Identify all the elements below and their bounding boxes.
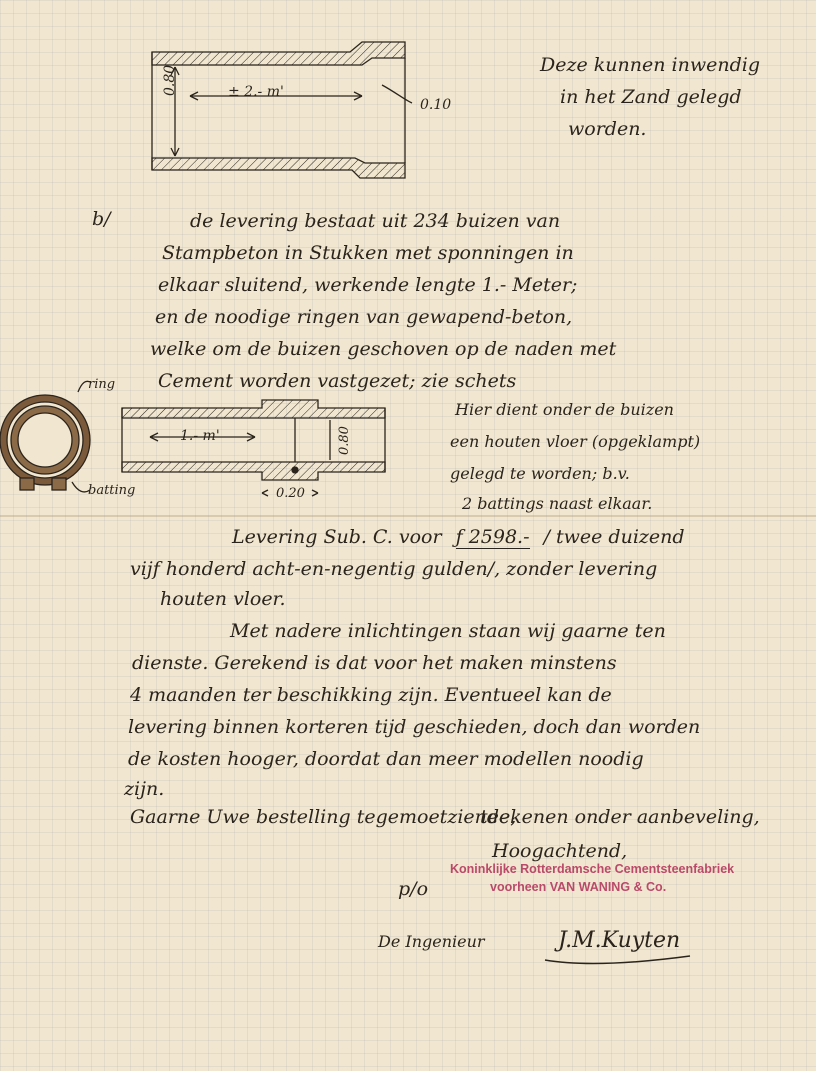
per-procuratie: p/o xyxy=(398,878,429,900)
paragraph-b-line-5: welke om de buizen geschoven op de naden met xyxy=(150,338,617,360)
ring-drawing xyxy=(0,370,420,520)
paragraph-b-line-1: de levering bestaat uit 234 buizen van xyxy=(190,210,561,232)
sign-off-line-2: teekenen onder aanbeveling, xyxy=(480,806,760,828)
closing-line-1: Met nadere inlichtingen staan wij gaarne ten xyxy=(230,620,666,642)
closing-line-6: zijn. xyxy=(124,778,165,800)
paragraph-b-line-6: Cement worden vastgezet; zie schets xyxy=(158,370,517,392)
sign-off-line-3: Hoogachtend, xyxy=(492,840,628,862)
drawing1-length-label: ± 2.- m' xyxy=(228,84,284,100)
ring-label: ring xyxy=(88,377,116,392)
sign-off-line-1: Gaarne Uwe bestelling tegemoetziende, xyxy=(130,806,517,828)
price-line-2: vijf honderd acht-en-negentig gulden/, zonder levering xyxy=(130,558,658,580)
price-amount: ƒ 2598.- xyxy=(455,526,530,548)
note-top-line-1: Deze kunnen inwendig xyxy=(540,54,760,76)
price-prefix: Levering Sub. C. voor xyxy=(232,526,442,548)
drawing2-length-label: 1.- m' xyxy=(180,428,220,444)
note-side-line-4: 2 battings naast elkaar. xyxy=(462,494,653,513)
closing-line-3: 4 maanden ter beschikking zijn. Eventueel kan de xyxy=(130,684,612,706)
price-line-3: houten vloer. xyxy=(160,588,286,610)
company-stamp-line-2: voorheen VAN WANING & Co. xyxy=(490,880,667,894)
paragraph-b-line-3: elkaar sluitend, werkende lengte 1.- Meter; xyxy=(158,274,578,296)
price-line-1 xyxy=(232,528,685,547)
closing-line-5: de kosten hooger, doordat dan meer modellen noodig xyxy=(128,748,644,770)
closing-line-4: levering binnen korteren tijd geschieden, doch dan worden xyxy=(128,716,701,738)
note-top-line-2: in het Zand gelegd xyxy=(560,86,742,108)
signature: J.M.Kuyten xyxy=(558,928,681,953)
drawing2-gap-label: 0.20 xyxy=(276,486,305,501)
note-side-line-3: gelegd te worden; b.v. xyxy=(450,464,630,483)
drawing2-height-label: 0.80 xyxy=(337,426,352,455)
closing-line-2: dienste. Gerekend is dat voor het maken minstens xyxy=(132,652,617,674)
signer-title: De Ingenieur xyxy=(378,932,485,951)
note-side-line-2: een houten vloer (opgeklampt) xyxy=(450,432,701,451)
batting-label: batting xyxy=(88,483,136,498)
signature-flourish xyxy=(540,950,700,970)
note-top-line-3: worden. xyxy=(568,118,647,140)
paragraph-b-line-4: en de noodige ringen van gewapend-beton, xyxy=(155,306,573,328)
paragraph-b-line-2: Stampbeton in Stukken met sponningen in xyxy=(162,242,574,264)
price-suffix: / twee duizend xyxy=(543,526,685,548)
drawing1-height-label: 0.80 xyxy=(162,64,178,96)
company-stamp-line-1: Koninklijke Rotterdamsche Cementsteenfabriek xyxy=(450,862,735,876)
drawing1-thickness-label: 0.10 xyxy=(420,97,452,113)
section-marker: b/ xyxy=(92,208,111,230)
note-side-line-1: Hier dient onder de buizen xyxy=(455,400,674,419)
